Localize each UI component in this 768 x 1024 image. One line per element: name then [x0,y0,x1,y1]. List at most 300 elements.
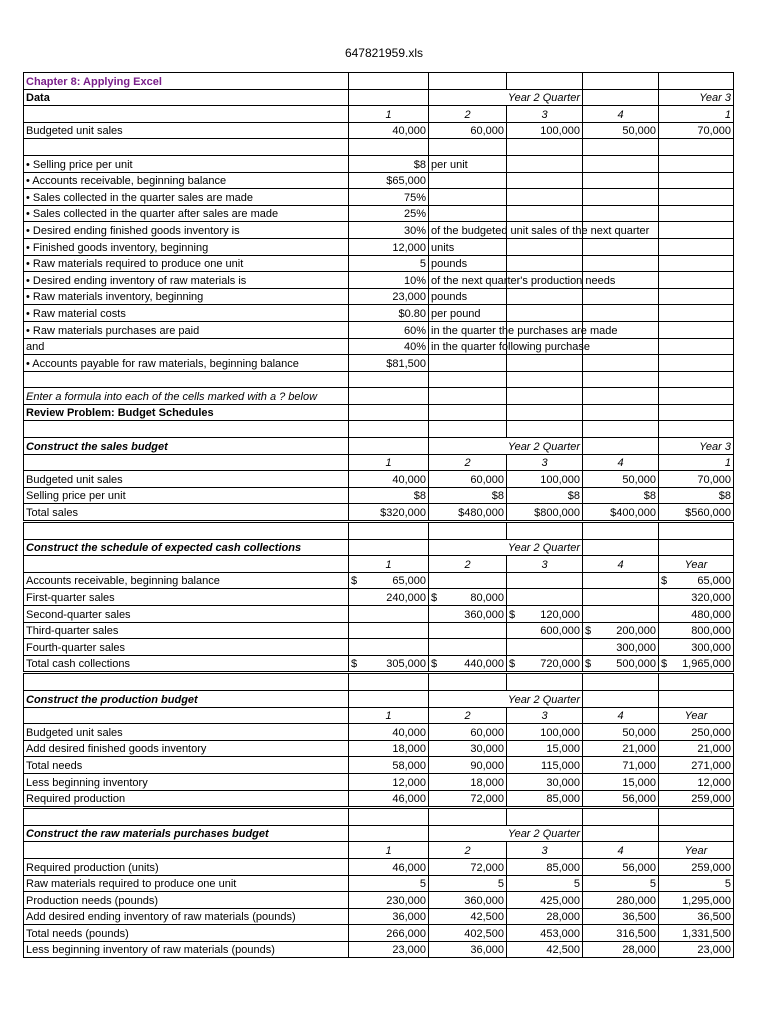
parameter-label[interactable]: • Raw materials required to produce one unit [24,255,349,272]
empty-cell[interactable] [24,673,349,691]
parameter-value[interactable]: 40% [349,338,429,355]
empty-cell[interactable] [349,539,429,556]
parameter-label[interactable]: • Sales collected in the quarter sales are made [24,189,349,206]
empty-cell[interactable] [24,421,349,438]
empty-cell[interactable] [583,539,659,556]
value-cell[interactable]: 36,500 [583,908,659,925]
row-label[interactable]: First-quarter sales [24,589,349,606]
empty-cell[interactable] [24,842,349,859]
parameter-value[interactable]: 10% [349,272,429,289]
value-cell[interactable]: 15,000 [583,773,659,790]
empty-cell[interactable] [349,404,429,421]
row-label[interactable]: Accounts receivable, beginning balance [24,572,349,589]
value-cell[interactable]: 300,000 [659,639,734,656]
value-cell[interactable]: 425,000 [507,892,583,909]
value-cell[interactable]: 28,000 [583,941,659,958]
value-cell[interactable] [349,655,429,673]
value-cell[interactable] [429,589,507,606]
empty-cell[interactable] [583,355,659,372]
value-cell[interactable]: 480,000 [659,606,734,623]
parameter-label[interactable]: • Raw materials inventory, beginning [24,288,349,305]
empty-cell[interactable] [349,438,429,455]
empty-cell[interactable] [583,189,659,206]
quarter-header[interactable]: Year 2 Quarter [429,539,583,556]
value-cell[interactable]: 5 [429,875,507,892]
value-cell[interactable]: 280,000 [583,892,659,909]
value-cell[interactable]: 60,000 [429,471,507,488]
empty-cell[interactable] [507,255,583,272]
empty-cell[interactable] [583,155,659,172]
column-header[interactable]: 2 [429,454,507,471]
value-cell[interactable] [349,572,429,589]
value-cell[interactable]: $400,000 [583,504,659,522]
empty-cell[interactable] [659,321,734,338]
value-cell[interactable]: $800,000 [507,504,583,522]
value-cell[interactable]: 23,000 [659,941,734,958]
row-label[interactable]: Total cash collections [24,655,349,673]
value-cell[interactable]: 30,000 [429,740,507,757]
empty-cell[interactable] [429,421,507,438]
section-title[interactable]: Review Problem: Budget Schedules [24,404,349,421]
empty-cell[interactable] [659,522,734,540]
parameter-note[interactable]: per pound [429,305,507,322]
empty-cell[interactable] [429,404,507,421]
value-cell[interactable] [429,622,507,639]
value-cell[interactable] [429,572,507,589]
empty-cell[interactable] [349,139,429,156]
empty-cell[interactable] [659,205,734,222]
value-cell[interactable]: 40,000 [349,724,429,741]
empty-cell[interactable] [659,155,734,172]
empty-cell[interactable] [24,139,349,156]
value-cell[interactable]: 40,000 [349,122,429,139]
empty-cell[interactable] [583,808,659,826]
column-header[interactable]: 4 [583,106,659,123]
row-label[interactable]: Required production (units) [24,858,349,875]
value-cell[interactable]: 800,000 [659,622,734,639]
empty-cell[interactable] [583,305,659,322]
empty-cell[interactable] [507,288,583,305]
parameter-note[interactable]: pounds [429,288,507,305]
parameter-value[interactable]: 60% [349,321,429,338]
value-cell[interactable]: 21,000 [583,740,659,757]
column-header[interactable]: 1 [659,106,734,123]
row-label[interactable]: Total sales [24,504,349,522]
empty-cell[interactable] [583,205,659,222]
empty-cell[interactable] [507,371,583,388]
empty-cell[interactable] [659,673,734,691]
column-header[interactable]: 1 [349,707,429,724]
parameter-value[interactable]: 12,000 [349,238,429,255]
value-cell[interactable]: 71,000 [583,757,659,774]
column-header[interactable]: 1 [349,106,429,123]
column-header[interactable]: 2 [429,707,507,724]
value-cell[interactable]: 259,000 [659,790,734,808]
empty-cell[interactable] [349,73,429,90]
section-title[interactable]: Enter a formula into each of the cells marked with a ? below [24,388,349,405]
value-cell[interactable] [583,622,659,639]
empty-cell[interactable]: Year 3 [659,89,734,106]
empty-cell[interactable] [24,106,349,123]
value-cell[interactable]: $8 [429,487,507,504]
column-header[interactable]: 1 [349,842,429,859]
parameter-label[interactable]: • Finished goods inventory, beginning [24,238,349,255]
parameter-note[interactable]: per unit [429,155,507,172]
value-cell[interactable]: 300,000 [583,639,659,656]
empty-cell[interactable] [583,404,659,421]
value-cell[interactable]: $320,000 [349,504,429,522]
row-label[interactable]: Add desired ending inventory of raw materials (pounds) [24,908,349,925]
value-cell[interactable]: 250,000 [659,724,734,741]
empty-cell[interactable] [429,172,507,189]
empty-cell[interactable] [429,355,507,372]
empty-cell[interactable] [583,438,659,455]
empty-cell[interactable] [24,556,349,573]
parameter-value[interactable]: $65,000 [349,172,429,189]
empty-cell[interactable] [429,139,507,156]
value-cell[interactable]: 23,000 [349,941,429,958]
value-cell[interactable]: 12,000 [659,773,734,790]
value-cell[interactable]: 90,000 [429,757,507,774]
empty-cell[interactable] [583,371,659,388]
row-label[interactable]: Add desired finished goods inventory [24,740,349,757]
value-cell[interactable]: 266,000 [349,925,429,942]
empty-cell[interactable] [583,690,659,707]
value-cell[interactable]: 100,000 [507,122,583,139]
value-cell[interactable] [507,639,583,656]
row-label[interactable]: Budgeted unit sales [24,471,349,488]
empty-cell[interactable] [583,89,659,106]
empty-cell[interactable] [349,371,429,388]
value-cell[interactable]: 5 [583,875,659,892]
value-cell[interactable]: 60,000 [429,122,507,139]
empty-cell[interactable] [583,73,659,90]
value-cell[interactable] [349,639,429,656]
value-cell[interactable]: 100,000 [507,471,583,488]
row-label[interactable]: Raw materials required to produce one unit [24,875,349,892]
parameter-label[interactable]: • Accounts payable for raw materials, beginning balance [24,355,349,372]
value-cell[interactable]: 50,000 [583,122,659,139]
column-header[interactable]: 1 [659,454,734,471]
empty-cell[interactable] [349,825,429,842]
empty-cell[interactable] [507,189,583,206]
value-cell[interactable]: 85,000 [507,858,583,875]
row-label[interactable]: Budgeted unit sales [24,724,349,741]
column-header[interactable]: 2 [429,556,507,573]
value-cell[interactable]: 15,000 [507,740,583,757]
empty-cell[interactable] [507,355,583,372]
empty-cell[interactable] [659,404,734,421]
value-cell[interactable] [349,622,429,639]
value-cell[interactable]: $560,000 [659,504,734,522]
value-cell[interactable] [349,606,429,623]
parameter-note[interactable]: of the budgeted unit sales of the next quarter [429,222,507,239]
empty-cell[interactable] [24,454,349,471]
parameter-value[interactable]: $0.80 [349,305,429,322]
column-header[interactable]: Year [659,842,734,859]
value-cell[interactable]: 1,295,000 [659,892,734,909]
parameter-value[interactable]: 30% [349,222,429,239]
empty-cell[interactable] [659,272,734,289]
empty-cell[interactable] [429,388,507,405]
empty-cell[interactable] [349,673,429,691]
empty-cell[interactable] [349,89,429,106]
row-label[interactable]: Third-quarter sales [24,622,349,639]
parameter-value[interactable]: 23,000 [349,288,429,305]
value-cell[interactable] [583,589,659,606]
parameter-note[interactable]: pounds [429,255,507,272]
column-header[interactable]: 4 [583,556,659,573]
quarter-header[interactable]: Year 2 Quarter [429,89,583,106]
row-label[interactable]: Production needs (pounds) [24,892,349,909]
value-cell[interactable]: $8 [349,487,429,504]
column-header[interactable]: 1 [349,454,429,471]
parameter-note[interactable]: in the quarter the purchases are made [429,321,507,338]
empty-cell[interactable] [659,172,734,189]
empty-cell[interactable] [24,371,349,388]
value-cell[interactable]: 36,000 [349,908,429,925]
row-label[interactable]: Second-quarter sales [24,606,349,623]
empty-cell[interactable] [583,825,659,842]
value-cell[interactable]: 46,000 [349,790,429,808]
column-header[interactable]: 1 [349,556,429,573]
value-cell[interactable]: 453,000 [507,925,583,942]
empty-cell[interactable] [659,355,734,372]
empty-cell[interactable] [24,707,349,724]
parameter-label[interactable]: • Selling price per unit [24,155,349,172]
parameter-value[interactable]: 75% [349,189,429,206]
empty-cell[interactable] [349,808,429,826]
value-cell[interactable]: 600,000 [507,622,583,639]
parameter-value[interactable]: 5 [349,255,429,272]
value-cell[interactable]: 115,000 [507,757,583,774]
empty-cell[interactable] [507,673,583,691]
section-title[interactable]: Construct the schedule of expected cash collections [24,539,349,556]
empty-cell[interactable] [583,388,659,405]
parameter-label[interactable]: and [24,338,349,355]
value-cell[interactable]: 56,000 [583,858,659,875]
value-cell[interactable]: 360,000 [429,892,507,909]
value-cell[interactable]: $8 [659,487,734,504]
quarter-header[interactable]: Year 2 Quarter [429,438,583,455]
value-cell[interactable]: 5 [659,875,734,892]
empty-cell[interactable] [429,189,507,206]
empty-cell[interactable] [583,238,659,255]
empty-cell[interactable] [507,139,583,156]
value-cell[interactable]: $8 [507,487,583,504]
value-cell[interactable]: 320,000 [659,589,734,606]
value-cell[interactable] [659,655,734,673]
empty-cell[interactable] [507,421,583,438]
value-cell[interactable]: 36,500 [659,908,734,925]
empty-cell[interactable] [659,808,734,826]
value-cell[interactable]: 5 [349,875,429,892]
empty-cell[interactable] [659,139,734,156]
row-label[interactable]: Required production [24,790,349,808]
quarter-header[interactable]: Year 2 Quarter [429,690,583,707]
value-cell[interactable]: 58,000 [349,757,429,774]
value-cell[interactable] [507,572,583,589]
value-cell[interactable]: 70,000 [659,471,734,488]
section-title[interactable]: Construct the raw materials purchases budget [24,825,349,842]
empty-cell[interactable]: Year 3 [659,438,734,455]
column-header[interactable]: 4 [583,454,659,471]
empty-cell[interactable] [583,255,659,272]
parameter-label[interactable]: • Accounts receivable, beginning balance [24,172,349,189]
value-cell[interactable]: 230,000 [349,892,429,909]
value-cell[interactable]: 85,000 [507,790,583,808]
section-title[interactable]: Data [24,89,349,106]
column-header[interactable]: 4 [583,707,659,724]
empty-cell[interactable] [659,690,734,707]
value-cell[interactable]: 70,000 [659,122,734,139]
section-title[interactable]: Chapter 8: Applying Excel [24,73,349,90]
empty-cell[interactable] [583,288,659,305]
parameter-value[interactable]: $8 [349,155,429,172]
empty-cell[interactable] [583,139,659,156]
value-cell[interactable] [583,606,659,623]
empty-cell[interactable] [507,172,583,189]
empty-cell[interactable] [583,172,659,189]
empty-cell[interactable] [349,690,429,707]
value-cell[interactable]: 12,000 [349,773,429,790]
parameter-label[interactable]: • Desired ending finished goods inventory is [24,222,349,239]
parameter-note[interactable]: in the quarter following purchase [429,338,507,355]
empty-cell[interactable] [583,673,659,691]
value-cell[interactable]: 56,000 [583,790,659,808]
value-cell[interactable]: 42,500 [429,908,507,925]
value-cell[interactable]: 30,000 [507,773,583,790]
empty-cell[interactable] [659,388,734,405]
value-cell[interactable]: 72,000 [429,790,507,808]
empty-cell[interactable] [659,222,734,239]
empty-cell[interactable] [659,825,734,842]
value-cell[interactable]: 60,000 [429,724,507,741]
empty-cell[interactable] [24,808,349,826]
column-header[interactable]: 3 [507,707,583,724]
value-cell[interactable]: 240,000 [349,589,429,606]
empty-cell[interactable] [507,73,583,90]
parameter-value[interactable]: $81,500 [349,355,429,372]
parameter-note[interactable]: units [429,238,507,255]
value-cell[interactable]: 50,000 [583,471,659,488]
empty-cell[interactable] [429,73,507,90]
empty-cell[interactable] [507,404,583,421]
column-header[interactable]: Year [659,556,734,573]
value-cell[interactable] [429,639,507,656]
empty-cell[interactable] [659,73,734,90]
column-header[interactable]: 3 [507,106,583,123]
empty-cell[interactable] [429,522,507,540]
value-cell[interactable] [583,655,659,673]
row-label[interactable]: Fourth-quarter sales [24,639,349,656]
value-cell[interactable]: 360,000 [429,606,507,623]
empty-cell[interactable] [583,522,659,540]
empty-cell[interactable] [349,522,429,540]
value-cell[interactable] [507,589,583,606]
value-cell[interactable]: 36,000 [429,941,507,958]
value-cell[interactable]: 72,000 [429,858,507,875]
empty-cell[interactable] [429,371,507,388]
row-label[interactable]: Less beginning inventory of raw materials (pounds) [24,941,349,958]
value-cell[interactable]: 40,000 [349,471,429,488]
empty-cell[interactable] [429,808,507,826]
empty-cell[interactable] [659,371,734,388]
empty-cell[interactable] [507,205,583,222]
value-cell[interactable]: 402,500 [429,925,507,942]
empty-cell[interactable] [507,155,583,172]
parameter-label[interactable]: • Raw materials purchases are paid [24,321,349,338]
empty-cell[interactable] [507,388,583,405]
row-label[interactable]: Budgeted unit sales [24,122,349,139]
value-cell[interactable]: 21,000 [659,740,734,757]
value-cell[interactable]: 28,000 [507,908,583,925]
value-cell[interactable]: 1,331,500 [659,925,734,942]
section-title[interactable]: Construct the production budget [24,690,349,707]
column-header[interactable]: 2 [429,842,507,859]
empty-cell[interactable] [507,238,583,255]
column-header[interactable]: 3 [507,556,583,573]
section-title[interactable]: Construct the sales budget [24,438,349,455]
empty-cell[interactable] [583,338,659,355]
value-cell[interactable]: 5 [507,875,583,892]
value-cell[interactable] [429,655,507,673]
value-cell[interactable]: 316,500 [583,925,659,942]
parameter-label[interactable]: • Sales collected in the quarter after sales are made [24,205,349,222]
value-cell[interactable] [507,655,583,673]
value-cell[interactable]: 18,000 [349,740,429,757]
row-label[interactable]: Selling price per unit [24,487,349,504]
empty-cell[interactable] [507,305,583,322]
column-header[interactable]: 3 [507,454,583,471]
empty-cell[interactable] [659,238,734,255]
value-cell[interactable]: 100,000 [507,724,583,741]
empty-cell[interactable] [24,522,349,540]
empty-cell[interactable] [659,255,734,272]
empty-cell[interactable] [659,539,734,556]
empty-cell[interactable] [507,522,583,540]
column-header[interactable]: 2 [429,106,507,123]
value-cell[interactable]: 259,000 [659,858,734,875]
row-label[interactable]: Less beginning inventory [24,773,349,790]
parameter-note[interactable]: of the next quarter's production needs [429,272,507,289]
empty-cell[interactable] [659,189,734,206]
value-cell[interactable]: $480,000 [429,504,507,522]
value-cell[interactable]: 46,000 [349,858,429,875]
value-cell[interactable] [659,572,734,589]
value-cell[interactable] [583,572,659,589]
empty-cell[interactable] [429,673,507,691]
value-cell[interactable]: $8 [583,487,659,504]
column-header[interactable]: 4 [583,842,659,859]
parameter-label[interactable]: • Raw material costs [24,305,349,322]
empty-cell[interactable] [659,338,734,355]
quarter-header[interactable]: Year 2 Quarter [429,825,583,842]
empty-cell[interactable] [583,421,659,438]
value-cell[interactable]: 18,000 [429,773,507,790]
empty-cell[interactable] [429,205,507,222]
empty-cell[interactable] [659,288,734,305]
value-cell[interactable] [507,606,583,623]
column-header[interactable]: 3 [507,842,583,859]
empty-cell[interactable] [659,305,734,322]
value-cell[interactable]: 271,000 [659,757,734,774]
empty-cell[interactable] [349,388,429,405]
parameter-value[interactable]: 25% [349,205,429,222]
empty-cell[interactable] [659,421,734,438]
row-label[interactable]: Total needs [24,757,349,774]
column-header[interactable]: Year [659,707,734,724]
